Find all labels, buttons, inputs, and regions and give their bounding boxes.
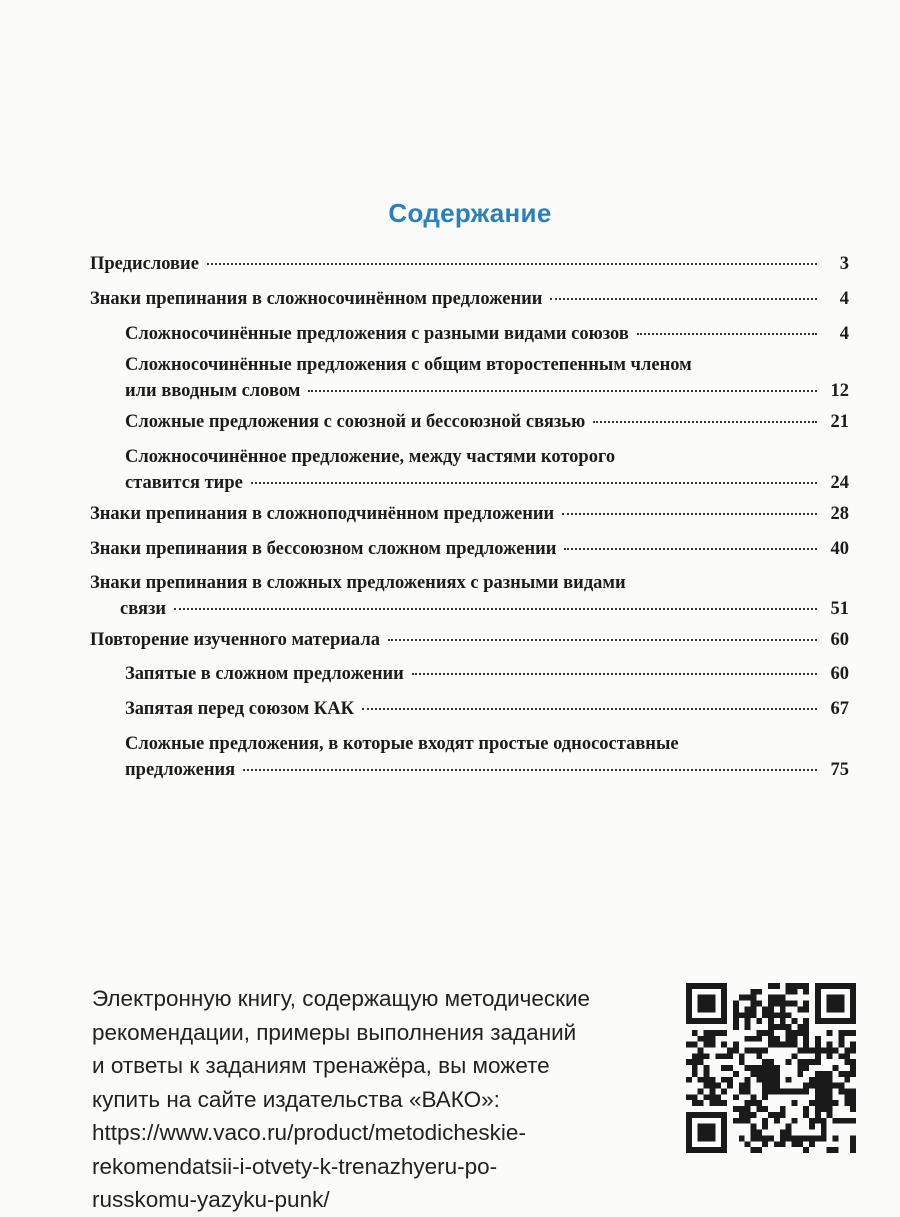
toc-page-number: 67	[830, 699, 849, 719]
ebook-url-line[interactable]: https://www.vaco.ru/product/metodicheskie-	[92, 1120, 526, 1145]
ebook-notice-line: купить на сайте издательства «ВАКО»:	[92, 1086, 500, 1112]
toc-entry[interactable]	[90, 251, 849, 277]
dot-leader	[562, 513, 817, 515]
dot-leader	[308, 390, 817, 392]
toc-page-number: 12	[830, 381, 849, 401]
toc-entry-title: Сложносочинённые предложения с разными видами союзов	[125, 324, 629, 344]
toc-entry-title: Знаки препинания в бессоюзном сложном предложении	[90, 539, 557, 559]
toc-page-number: 3	[839, 254, 849, 274]
dot-leader	[251, 482, 817, 484]
ebook-url-line[interactable]: rekomendatsii-i-otvety-k-trenazhyeru-po-	[92, 1153, 498, 1179]
toc-page-number: 28	[830, 504, 849, 524]
toc-entry[interactable]	[90, 286, 849, 312]
toc-entry-title: Знаки препинания в сложных предложениях с разными видами	[90, 573, 626, 593]
toc-entry-title: Знаки препинания в сложносочинённом предложении	[90, 289, 543, 309]
toc-page-number: 60	[830, 630, 849, 650]
dot-leader	[174, 608, 817, 610]
toc-entry[interactable]	[90, 501, 849, 527]
toc-entry[interactable]	[90, 536, 849, 562]
toc-entry[interactable]	[125, 444, 849, 496]
toc-entry-title: Повторение изученного материала	[90, 630, 380, 650]
toc-entry-title: Сложносочинённое предложение, между частями которого	[125, 447, 616, 467]
dot-leader	[412, 673, 817, 675]
toc-entry[interactable]	[125, 352, 849, 404]
toc-entry-title: Сложные предложения, в которые входят простые односоставные	[125, 734, 679, 754]
toc-entry-title: Сложносочинённые предложения с общим второстепенным членом	[125, 355, 692, 375]
toc-page-number: 21	[830, 412, 849, 432]
toc-entry[interactable]	[90, 627, 849, 653]
toc-entry[interactable]	[125, 731, 849, 783]
toc-entry-title: или вводным словом	[125, 381, 301, 401]
toc-page-number: 4	[839, 289, 849, 309]
dot-leader	[362, 708, 817, 710]
dot-leader	[388, 639, 817, 641]
toc-page-number: 40	[830, 539, 849, 559]
ebook-notice-line: и ответы к заданиям тренажёра, вы можете	[92, 1053, 550, 1078]
toc-page-number: 51	[830, 599, 849, 619]
qr-code-icon[interactable]	[686, 983, 856, 1153]
dot-leader	[593, 421, 817, 423]
dot-leader	[637, 333, 817, 335]
ebook-notice	[92, 982, 672, 1217]
toc-entry-title: Запятая перед союзом КАК	[125, 699, 354, 719]
ebook-notice-line: Электронную книгу, содержащую методические	[92, 986, 591, 1011]
toc-entry-title: связи	[120, 599, 167, 619]
toc-entry-title: Предисловие	[90, 254, 199, 274]
dot-leader	[207, 263, 817, 265]
toc-page-number: 75	[830, 760, 849, 780]
toc-entry-title: ставится тире	[125, 473, 243, 493]
toc-page-number: 4	[839, 324, 849, 344]
dot-leader	[243, 769, 817, 771]
toc-entry[interactable]	[90, 570, 849, 622]
dot-leader	[550, 298, 817, 300]
toc-entry-title: Знаки препинания в сложноподчинённом предложении	[90, 504, 555, 524]
dot-leader	[564, 548, 817, 550]
toc-page-number: 24	[830, 473, 849, 493]
toc-entry[interactable]	[125, 409, 849, 435]
toc-page-number: 60	[830, 664, 849, 684]
toc-entry-title: предложения	[125, 760, 236, 780]
toc-entry[interactable]	[125, 321, 849, 347]
toc-entry[interactable]	[125, 661, 849, 687]
toc-entry-title: Запятые в сложном предложении	[125, 664, 404, 684]
toc-entry-title: Сложные предложения с союзной и бессоюзной связью	[125, 412, 586, 432]
toc-entry[interactable]	[125, 696, 849, 722]
page-title: Содержание	[388, 198, 552, 228]
ebook-notice-line: рекомендации, примеры выполнения заданий	[92, 1019, 577, 1045]
ebook-url-line[interactable]: russkomu-yazyku-punk/	[92, 1187, 330, 1212]
